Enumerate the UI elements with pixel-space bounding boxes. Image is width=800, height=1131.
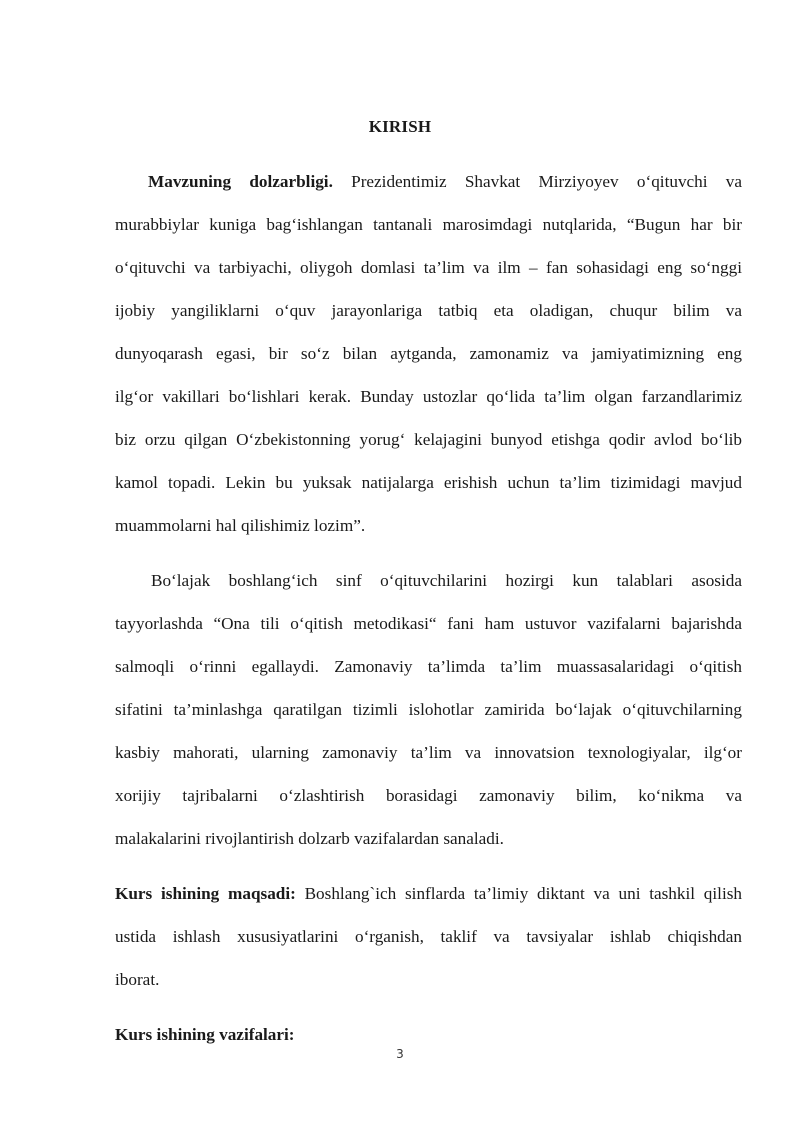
section-lead-goal: Kurs ishining maqsadi:	[115, 884, 296, 903]
paragraph-line: malakalarini rivojlantirish dolzarb vazifalardan sanaladi.	[115, 829, 504, 848]
paragraph-text: Prezidentimiz Shavkat Mirziyoyev o‘qituvchi va	[351, 172, 743, 191]
paragraph-line: tayyorlashda “Ona tili o‘qitish metodikasi“ fani ham ustuvor vazifalarni bajarishda	[115, 614, 742, 633]
paragraph-line: o‘qituvchi va tarbiyachi, oliygoh domlasi ta’lim va ilm – fan sohasidagi eng so‘nggi	[115, 258, 742, 277]
paragraph-line: biz orzu qilgan O‘zbekistonning yorug‘ kelajagini bunyod etishga qodir avlod bo‘lib	[115, 430, 742, 449]
paragraph-line: ijobiy yangiliklarni o‘quv jarayonlariga tatbiq eta oladigan, chuqur bilim va	[115, 301, 742, 320]
paragraph-line: ustida ishlash xususiyatlarini o‘rganish, taklif va tavsiyalar ishlab chiqishdan	[115, 927, 742, 946]
page-number: 3	[396, 1047, 404, 1061]
section-lead-relevance: Mavzuning dolzarbligi.	[148, 172, 333, 191]
paragraph-line	[115, 883, 742, 905]
paragraph-line	[115, 1024, 742, 1046]
paragraph-line: sifatini ta’minlashga qaratilgan tizimli islohotlar zamirida bo‘lajak o‘qituvchilarning	[115, 700, 742, 719]
paragraph-line: iborat.	[115, 970, 160, 989]
paragraph-line: dunyoqarash egasi, bir so‘z bilan aytganda, zamonamiz va jamiyatimizning eng	[115, 344, 742, 363]
paragraph-line: kasbiy mahorati, ularning zamonaviy ta’lim va innovatsion texnologiyalar, ilg‘or	[115, 743, 742, 762]
paragraph-line: murabbiylar kuniga bag‘ishlangan tantanali marosimdagi nutqlarida, “Bugun har bir	[115, 215, 742, 234]
paragraph-line: xorijiy tajribalarni o‘zlashtirish borasidagi zamonaviy bilim, ko‘nikma va	[115, 786, 742, 805]
section-lead-tasks: Kurs ishining vazifalari:	[115, 1025, 295, 1044]
paragraph-line	[148, 171, 742, 193]
paragraph-text: Boshlang`ich sinflarda ta’limiy diktant va uni tashkil qilish	[304, 884, 742, 903]
paragraph-line: muammolarni hal qilishimiz lozim”.	[115, 516, 366, 535]
page-title: KIRISH	[368, 117, 432, 136]
paragraph-line: Bo‘lajak boshlang‘ich sinf o‘qituvchilarini hozirgi kun talablari asosida	[151, 571, 742, 590]
paragraph-line: salmoqli o‘rinni egallaydi. Zamonaviy ta’limda ta’lim muassasalaridagi o‘qitish	[115, 657, 742, 676]
paragraph-line: ilg‘or vakillari bo‘lishlari kerak. Bunday ustozlar qo‘lida ta’lim olgan farzandlarimiz	[115, 387, 742, 406]
paragraph-line: kamol topadi. Lekin bu yuksak natijalarga erishish uchun ta’lim tizimidagi mavjud	[115, 473, 742, 492]
